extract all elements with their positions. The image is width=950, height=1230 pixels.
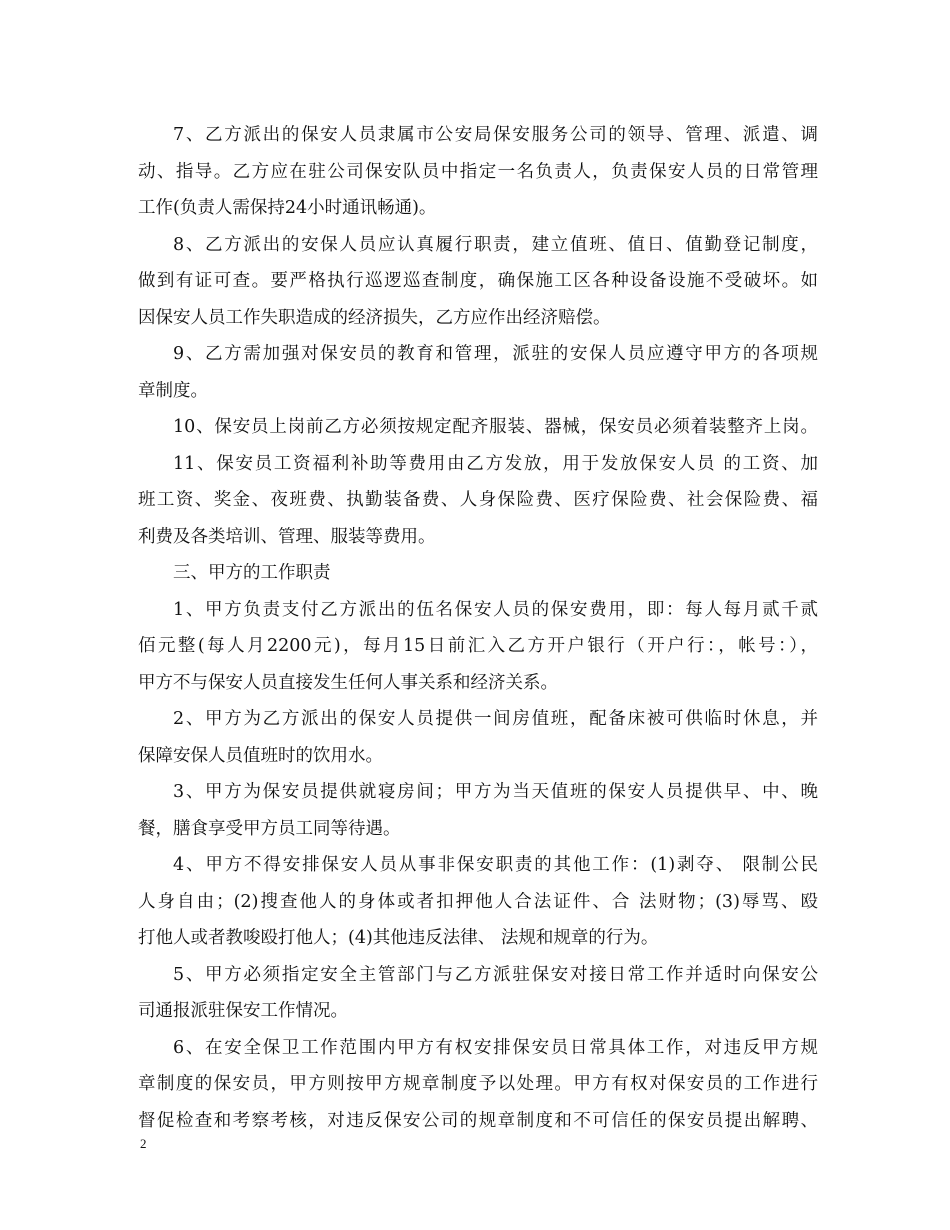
duty-1-line-2: 佰元整(每人月2200元)，每月15日前汇入乙方开户银行（开户行：，帐号：）， bbox=[138, 636, 818, 656]
paragraph-9-line-1: 9、乙方需加强对保安员的教育和管理，派驻的安保人员应遵守甲方的各项规 bbox=[173, 344, 818, 364]
duty-1-line-1: 1、甲方负责支付乙方派出的伍名保安人员的保安费用，即：每人每月贰千贰 bbox=[173, 599, 818, 620]
paragraph-11-line-2: 班工资、奖金、夜班费、执勤装备费、人身保险费、医疗保险费、社会保险费、福 bbox=[138, 490, 818, 510]
paragraph-8-line-2: 做到有证可查。要严格执行巡逻巡查制度，确保施工区各种设备设施不受破坏。如 bbox=[138, 271, 818, 291]
duty-4-line-2: 人身自由；(2)搜查他人的身体或者扣押他人合法证件、合 法财物；(3)辱骂、殴 bbox=[138, 891, 818, 912]
duty-6-line-3: 督促检查和考察考核，对违反保安公司的规章制度和不可信任的保安员提出解聘、 bbox=[138, 1110, 818, 1131]
duty-5-line-1: 5、甲方必须指定安全主管部门与乙方派驻保安对接日常工作并适时向保安公 bbox=[173, 964, 818, 985]
duty-2-line-1: 2、甲方为乙方派出的保安人员提供一间房值班，配备床被可供临时休息，并 bbox=[173, 709, 818, 729]
duty-5-line-2: 司通报派驻保安工作情况。 bbox=[138, 1001, 348, 1021]
paragraph-8-line-3: 因保安人员工作失职造成的经济损失，乙方应作出经济赔偿。 bbox=[138, 307, 611, 328]
duty-4-line-3: 打他人或者教唆殴打他人；(4)其他违反法律、 法规和规章的行为。 bbox=[138, 928, 659, 948]
paragraph-11-line-3: 利费及各类培训、管理、服装等费用。 bbox=[138, 526, 436, 547]
duty-6-line-2: 章制度的保安员，甲方则按甲方规章制度予以处理。甲方有权对保安员的工作进行 bbox=[138, 1074, 818, 1094]
paragraph-7-line-1: 7、乙方派出的保安人员隶属市公安局保安服务公司的领导、管理、派遣、调 bbox=[173, 125, 818, 145]
paragraph-9-line-2: 章制度。 bbox=[138, 380, 208, 401]
paragraph-10-line-1: 10、保安员上岗前乙方必须按规定配齐服装、器械，保安员必须着装整齐上岗。 bbox=[173, 417, 818, 437]
document-body bbox=[138, 117, 818, 1139]
duty-2-line-2: 保障安保人员值班时的饮用水。 bbox=[138, 745, 383, 766]
duty-4-line-1: 4、甲方不得安排保安人员从事非保安职责的其他工作：(1)剥夺、 限制公民 bbox=[173, 855, 818, 875]
paragraph-7-line-3: 工作(负责人需保持24小时通讯畅通)。 bbox=[138, 198, 437, 218]
section-heading-party-a-duties: 三、甲方的工作职责 bbox=[173, 563, 331, 583]
paragraph-8-line-1: 8、乙方派出的安保人员应认真履行职责，建立值班、值日、值勤登记制度， bbox=[173, 234, 818, 255]
page-number: 2 bbox=[140, 1136, 147, 1151]
duty-3-line-2: 餐，膳食享受甲方员工同等待遇。 bbox=[138, 818, 401, 839]
duty-1-line-3: 甲方不与保安人员直接发生任何人事关系和经济关系。 bbox=[138, 672, 558, 693]
paragraph-7-line-2: 动、指导。乙方应在驻公司保安队员中指定一名负责人，负责保安人员的日常管理 bbox=[138, 161, 818, 182]
duty-3-line-1: 3、甲方为保安员提供就寝房间；甲方为当天值班的保安人员提供早、中、晚 bbox=[173, 782, 818, 802]
paragraph-11-line-1: 11、保安员工资福利补助等费用由乙方发放，用于发放保安人员 的工资、加 bbox=[173, 453, 818, 474]
duty-6-line-1: 6、在安全保卫工作范围内甲方有权安排保安员日常具体工作，对违反甲方规 bbox=[173, 1037, 818, 1058]
